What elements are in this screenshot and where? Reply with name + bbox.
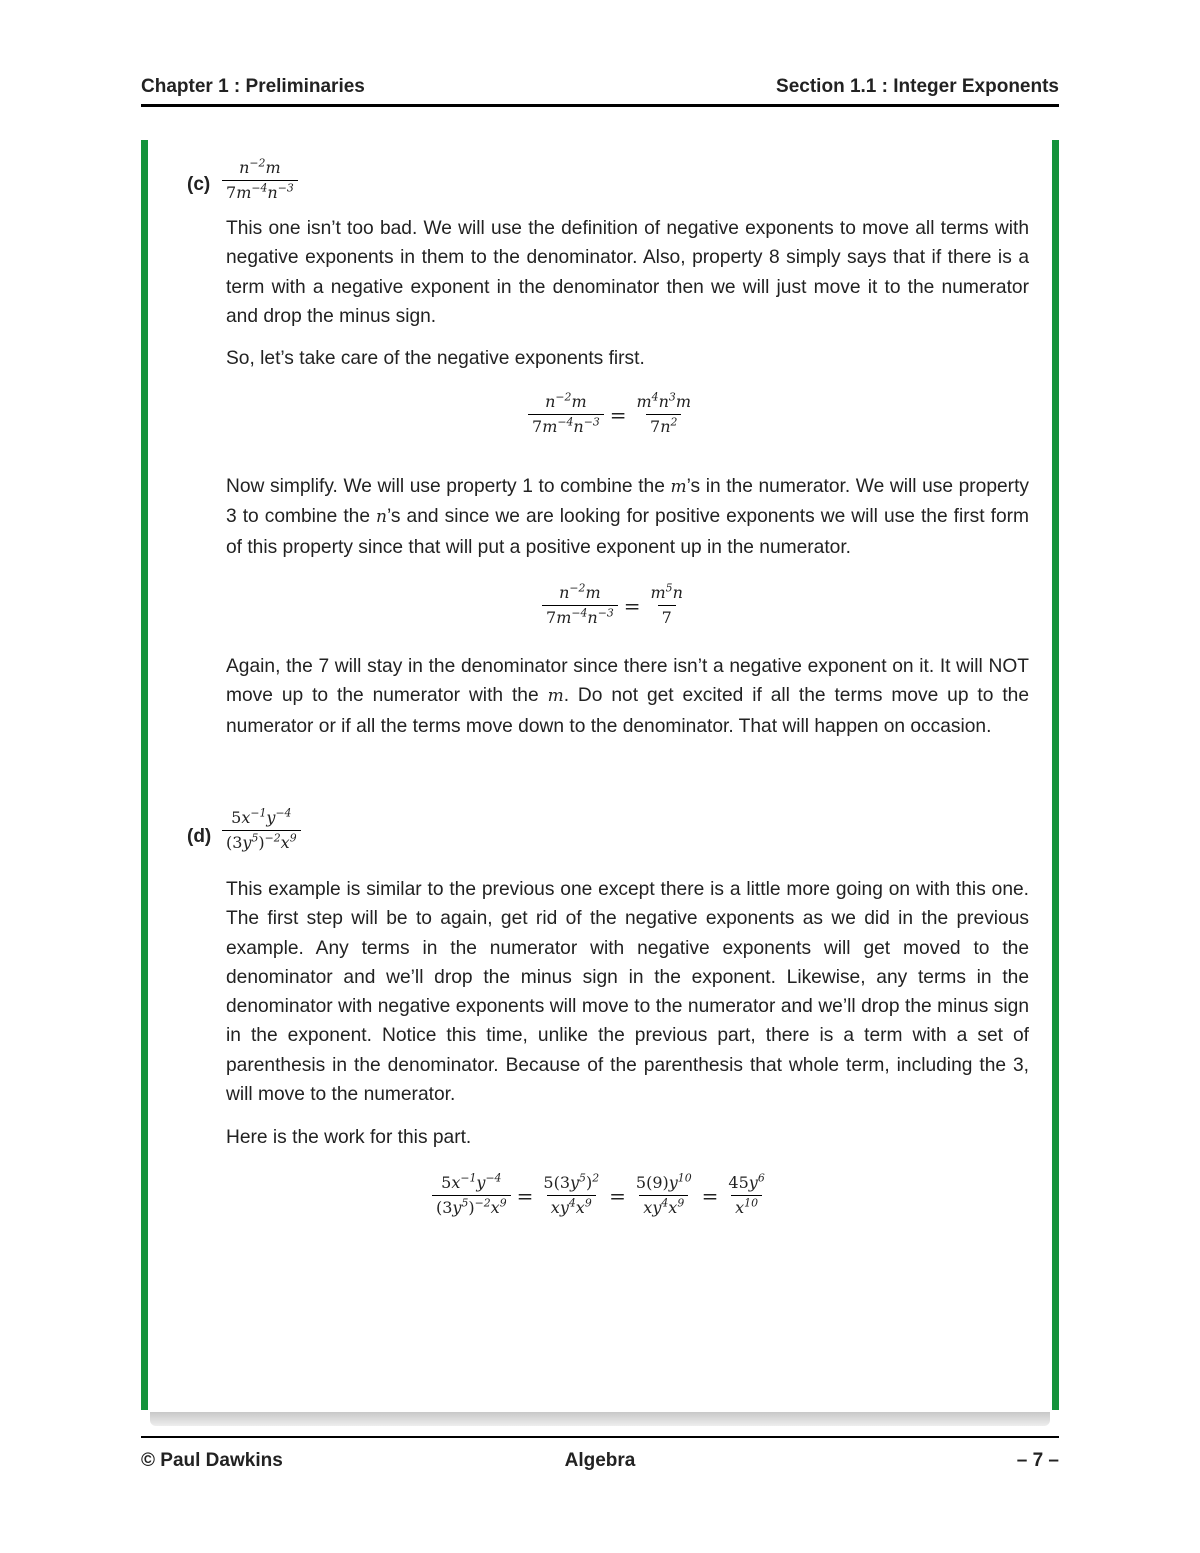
footer-author: © Paul Dawkins xyxy=(141,1450,283,1471)
chapter-title: Chapter 1 : Preliminaries xyxy=(141,76,365,97)
part-c-again-text: Again, the 7 will stay in the denominator since there isn’t a negative exponent on it. It will NOT move up to the numerator with the m. Do not get excited if all the terms move up to the numerator or if all the terms move down to the denominator. That will happen on occasion. xyxy=(226,656,1029,737)
page-footer xyxy=(141,1436,1059,1471)
part-c-equation-1: $\frac{n^{-2}m}{7m^{-4}n^{-3}}$ = $\frac{m^4n^3m}{7n^2}$ xyxy=(528,392,695,437)
part-c-simplify-text: Now simplify. We will use property 1 to combine the m’s in the numerator. We will use property 3 to combine the n’s and since we are looking for positive exponents we will use the first form of this property since that will put a positive exponent up in the numerator. xyxy=(226,476,1030,558)
part-d-intro: This example is similar to the previous one except there is a little more going on with this one. The first step will be to again, get rid of the negative exponents as we did in the previous example. Any terms in the numerator with negative exponents will get moved to the denominator and we’ll drop the minus sign in the exponent. Likewise, any terms in the denominator with negative exponents will move to the numerator and we’ll drop the minus sign in the exponent. Notice this time, unlike the previous part, there is a term with a set of parenthesis in the denominator. Because of the parenthesis that whole term, including the 3, will move to the numerator. xyxy=(226,879,1029,1106)
right-accent-bar xyxy=(1052,140,1059,1410)
content-box-shadow xyxy=(150,1412,1050,1426)
footer-page-number: – 7 – xyxy=(1016,1450,1059,1471)
part-c-step1-text: So, let’s take care of the negative exponents first. xyxy=(226,348,645,369)
part-d-equation: $\frac{5x^{-1}y^{-4}}{(3y^5)^{-2}x^9}$ = $\frac{5(3y^5)^2}{xy^4x^9}$ = $\frac{5(9)y^{10}}{xy^4x^9}$ = $\frac{45y^6}{x^{10}}$ xyxy=(432,1173,769,1218)
footer-course: Algebra xyxy=(564,1450,636,1471)
part-d-label: (d) xyxy=(187,826,212,847)
part-c-label: (c) xyxy=(187,174,211,195)
section-title: Section 1.1 : Integer Exponents xyxy=(776,76,1059,97)
page-header xyxy=(141,76,1059,107)
part-c-problem-expression: $\frac{n^{-2}m}{7m^{-4}n^{-3}}$ xyxy=(222,158,298,203)
part-d-work-text: Here is the work for this part. xyxy=(226,1127,472,1148)
part-c-equation-2: $\frac{n^{-2}m}{7m^{-4}n^{-3}}$ = $\frac{m^5n}{7}$ xyxy=(542,583,687,628)
part-c-intro: This one isn’t too bad. We will use the definition of negative exponents to move all terms with negative exponents in them to the denominator. Also, property 8 simply says that if there is a term with a negative exponent in the denominator then we will just move it to the numerator and drop the minus sign. xyxy=(226,218,1029,327)
part-d-problem-expression: $\frac{5x^{-1}y^{-4}}{(3y^5)^{-2}x^9}$ xyxy=(222,808,301,853)
left-accent-bar xyxy=(141,140,148,1410)
